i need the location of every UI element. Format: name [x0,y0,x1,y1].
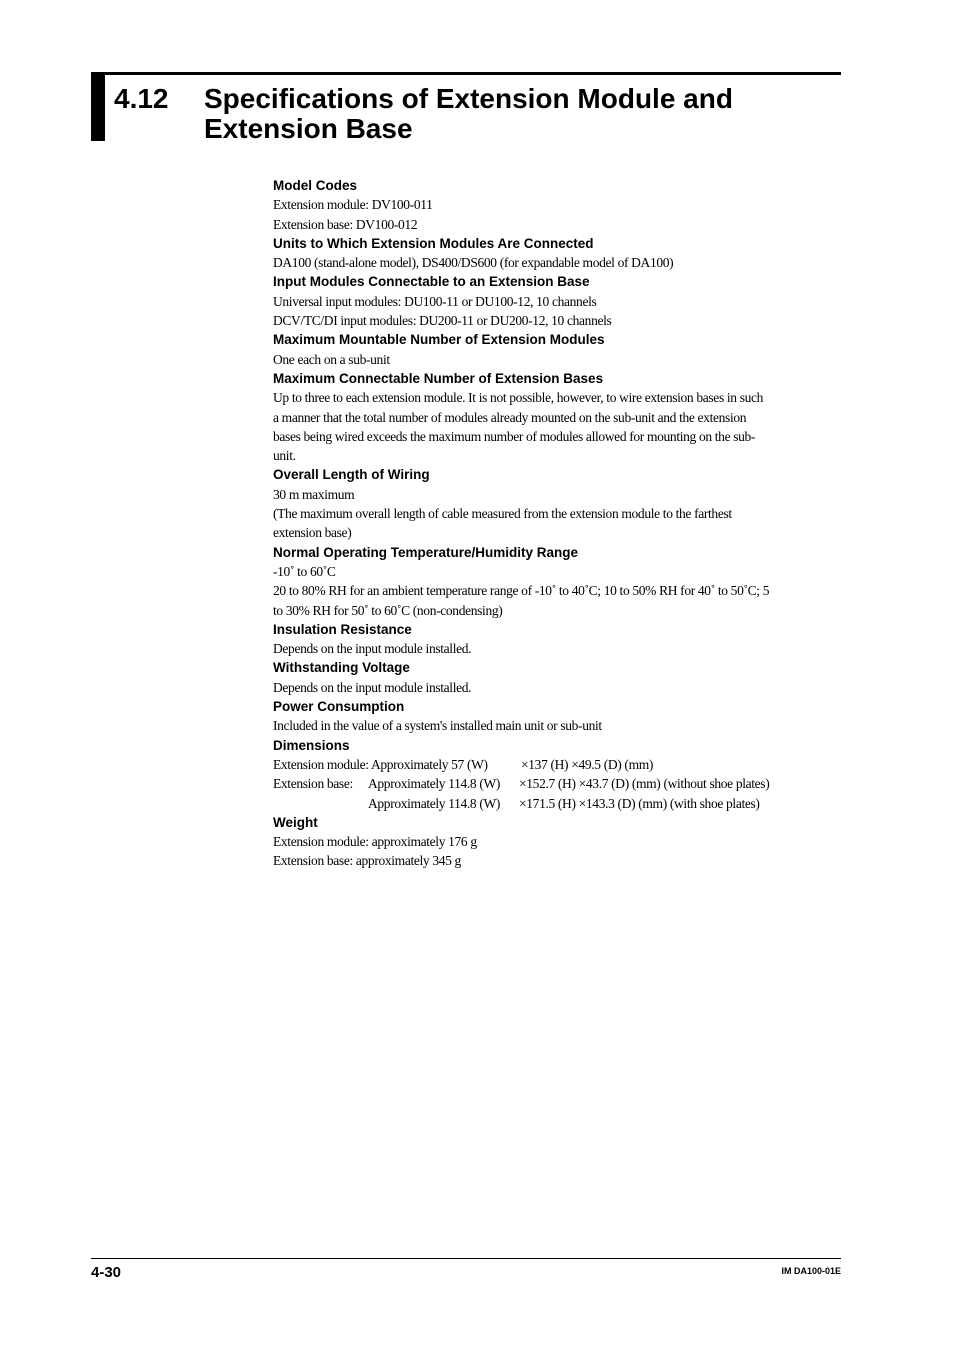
spec-line: Universal input modules: DU100-11 or DU100-12, 10 channels [273,293,597,309]
spec-line: to 30% RH for 50˚ to 60˚C (non-condensing) [273,602,503,618]
spec-heading: Input Modules Connectable to an Extension Base [273,274,590,290]
spec-line: bases being wired exceeds the maximum number of modules allowed for mounting on the sub- [273,428,756,444]
header-rule [91,72,841,75]
spec-line: Up to three to each extension module. It is not possible, however, to wire extension bases in such [273,390,764,406]
dimension-base-width: Approximately 114.8 (W) [368,795,501,811]
spec-heading: Insulation Resistance [273,621,412,637]
spec-heading: Withstanding Voltage [273,660,410,676]
spec-line: DA100 (stand-alone model), DS400/DS600 (for expandable model of DA100) [273,255,674,271]
dimension-base-width: Approximately 114.8 (W) [368,776,501,792]
dimension-base-values: ×171.5 (H) ×143.3 (D) (mm) (with shoe plates) [519,795,760,811]
spec-line: Included in the value of a system's installed main unit or sub-unit [273,718,602,734]
spec-heading: Normal Operating Temperature/Humidity Range [273,544,579,560]
spec-heading: Overall Length of Wiring [273,467,430,483]
dimension-row-base-2 [273,794,813,813]
spec-line: -10˚ to 60˚C [273,563,336,579]
section-title: Specifications of Extension Module and Extension Base [204,83,733,144]
section-marker-bar [91,72,105,141]
spec-heading: Maximum Connectable Number of Extension Bases [273,370,604,386]
spec-line: DCV/TC/DI input modules: DU200-11 or DU200-12, 10 channels [273,313,612,329]
spec-heading: Maximum Mountable Number of Extension Modules [273,332,605,348]
footer-rule [91,1258,841,1259]
dimension-row-base-1 [273,774,813,793]
spec-heading: Dimensions [273,737,350,753]
dimension-module-label: Extension module: Approximately 57 (W) [273,756,488,772]
dimension-base-values: ×152.7 (H) ×43.7 (D) (mm) (without shoe plates) [519,776,770,792]
dimension-row-module [273,755,813,774]
spec-line: (The maximum overall length of cable measured from the extension module to the farthest [273,506,732,522]
spec-line: Extension base: approximately 345 g [273,853,461,869]
spec-line: Extension module: DV100-011 [273,197,433,213]
spec-line: extension base) [273,525,352,541]
spec-list [273,176,813,736]
document-id: IM DA100-01E [781,1266,841,1276]
section-number: 4.12 [114,83,169,114]
spec-line: 20 to 80% RH for an ambient temperature range of -10˚ to 40˚C; 10 to 50% RH for 40˚ to 50˚C; 5 [273,583,770,599]
spec-line: 30 m maximum [273,486,355,502]
spec-line: unit. [273,448,296,464]
spec-heading: Model Codes [273,178,358,193]
spec-line: Extension module: approximately 176 g [273,834,477,850]
spec-line: Depends on the input module installed. [273,679,472,695]
dimension-module-values: ×137 (H) ×49.5 (D) (mm) [521,756,654,772]
spec-heading: Units to Which Extension Modules Are Connected [273,235,594,251]
spec-content [273,176,813,871]
spec-line: Depends on the input module installed. [273,641,472,657]
spec-line: Extension base: DV100-012 [273,216,418,232]
spec-heading: Power Consumption [273,699,405,715]
spec-line: One each on a sub-unit [273,351,390,367]
page-number: 4-30 [91,1264,122,1281]
dimension-base-label: Extension base: [273,776,353,792]
spec-line: a manner that the total number of modules already mounted on the sub-unit and the extension [273,409,747,425]
spec-heading: Weight [273,814,318,830]
